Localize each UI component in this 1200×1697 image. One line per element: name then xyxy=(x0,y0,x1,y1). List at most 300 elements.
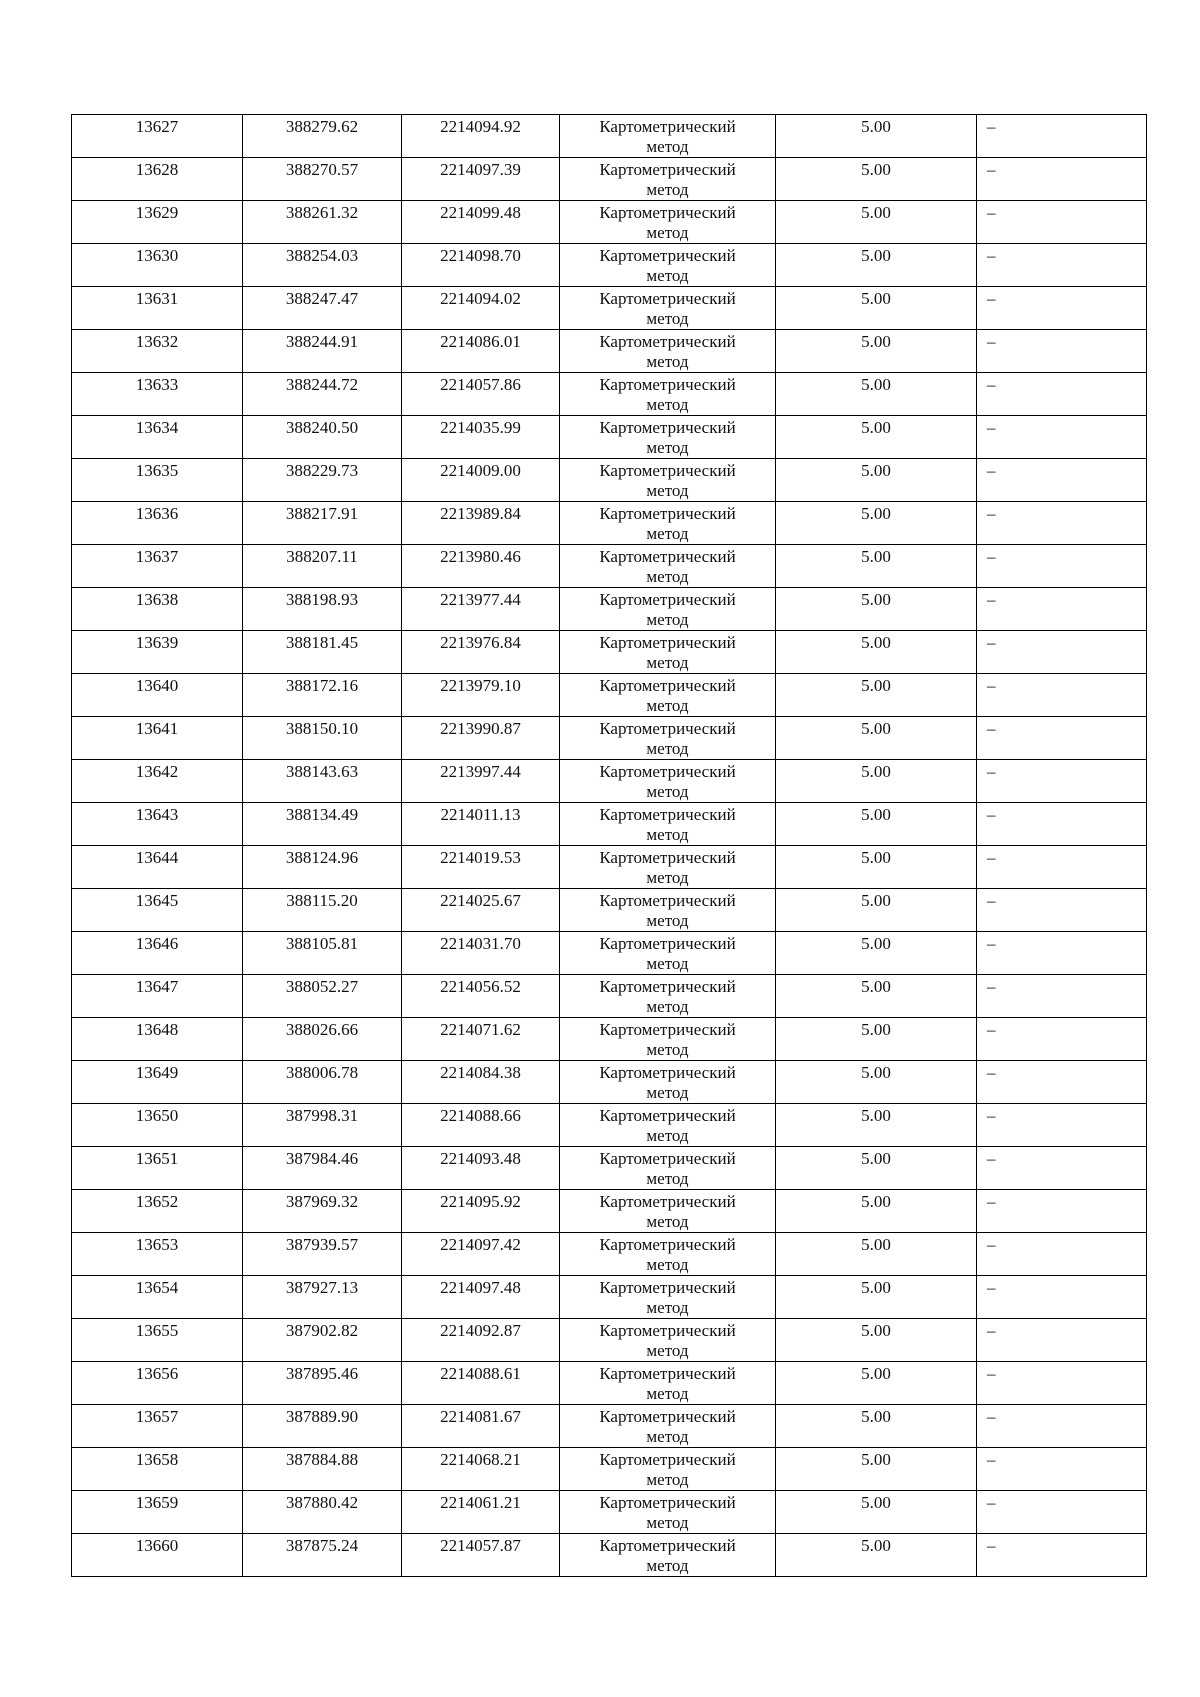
note-cell xyxy=(977,846,1147,889)
x-coordinate-cell xyxy=(243,975,402,1018)
point-number-value: 13635 xyxy=(135,461,179,480)
method-line1: Картометрический xyxy=(599,633,736,652)
note-value: – xyxy=(987,418,996,437)
table-row xyxy=(72,760,1147,803)
accuracy-value: 5.00 xyxy=(861,1364,891,1383)
note-value: – xyxy=(987,1278,996,1297)
point-number-cell xyxy=(72,717,243,760)
x-coordinate-value: 388143.63 xyxy=(285,762,359,781)
x-coordinate-cell xyxy=(243,1362,402,1405)
y-coordinate-value: 2214086.01 xyxy=(440,332,521,351)
method-line1: Картометрический xyxy=(599,719,736,738)
x-coordinate-value: 388052.27 xyxy=(285,977,359,996)
point-number-value: 13657 xyxy=(135,1407,179,1426)
point-number-cell xyxy=(72,932,243,975)
x-coordinate-value: 388150.10 xyxy=(285,719,359,738)
note-cell xyxy=(977,1276,1147,1319)
method-line1: Картометрический xyxy=(599,848,736,867)
note-value: – xyxy=(987,1407,996,1426)
method-line2: метод xyxy=(646,653,689,672)
method-line1: Картометрический xyxy=(599,160,736,179)
y-coordinate-value: 2214088.66 xyxy=(440,1106,521,1125)
method-line2: метод xyxy=(646,266,689,285)
x-coordinate-cell xyxy=(243,545,402,588)
note-cell xyxy=(977,803,1147,846)
x-coordinate-value: 387895.46 xyxy=(285,1364,359,1383)
method-cell xyxy=(560,1448,776,1491)
point-number-cell xyxy=(72,889,243,932)
y-coordinate-cell xyxy=(402,588,560,631)
method-line2: метод xyxy=(646,1513,689,1532)
note-cell xyxy=(977,1405,1147,1448)
accuracy-cell xyxy=(776,760,977,803)
accuracy-cell xyxy=(776,1233,977,1276)
accuracy-cell xyxy=(776,1061,977,1104)
note-value: – xyxy=(987,1149,996,1168)
point-number-cell xyxy=(72,1190,243,1233)
y-coordinate-value: 2214081.67 xyxy=(440,1407,521,1426)
y-coordinate-value: 2214056.52 xyxy=(440,977,521,996)
y-coordinate-cell xyxy=(402,1147,560,1190)
method-cell xyxy=(560,287,776,330)
note-cell xyxy=(977,459,1147,502)
method-line2: метод xyxy=(646,610,689,629)
note-cell xyxy=(977,717,1147,760)
note-value: – xyxy=(987,1536,996,1555)
method-line1: Картометрический xyxy=(599,1149,736,1168)
method-line2: метод xyxy=(646,180,689,199)
method-line1: Картометрический xyxy=(599,1493,736,1512)
method-line2: метод xyxy=(646,352,689,371)
note-cell xyxy=(977,932,1147,975)
point-number-cell xyxy=(72,201,243,244)
table-row xyxy=(72,545,1147,588)
accuracy-cell xyxy=(776,373,977,416)
point-number-cell xyxy=(72,760,243,803)
y-coordinate-value: 2214094.02 xyxy=(440,289,521,308)
point-number-value: 13646 xyxy=(135,934,179,953)
point-number-cell xyxy=(72,1448,243,1491)
x-coordinate-cell xyxy=(243,760,402,803)
point-number-value: 13655 xyxy=(135,1321,179,1340)
point-number-value: 13658 xyxy=(135,1450,179,1469)
method-cell xyxy=(560,330,776,373)
accuracy-value: 5.00 xyxy=(861,1450,891,1469)
point-number-value: 13632 xyxy=(135,332,179,351)
y-coordinate-value: 2214095.92 xyxy=(440,1192,521,1211)
x-coordinate-value: 387969.32 xyxy=(285,1192,359,1211)
y-coordinate-value: 2214031.70 xyxy=(440,934,521,953)
note-cell xyxy=(977,1104,1147,1147)
accuracy-value: 5.00 xyxy=(861,1407,891,1426)
table-row xyxy=(72,1190,1147,1233)
y-coordinate-value: 2214088.61 xyxy=(440,1364,521,1383)
y-coordinate-cell xyxy=(402,1319,560,1362)
method-line1: Картометрический xyxy=(599,246,736,265)
x-coordinate-cell xyxy=(243,1147,402,1190)
note-value: – xyxy=(987,762,996,781)
accuracy-value: 5.00 xyxy=(861,1278,891,1297)
accuracy-value: 5.00 xyxy=(861,1493,891,1512)
method-line1: Картометрический xyxy=(599,977,736,996)
method-line1: Картометрический xyxy=(599,1063,736,1082)
point-number-cell xyxy=(72,502,243,545)
point-number-cell xyxy=(72,1104,243,1147)
point-number-cell xyxy=(72,373,243,416)
y-coordinate-value: 2214099.48 xyxy=(440,203,521,222)
method-cell xyxy=(560,416,776,459)
accuracy-cell xyxy=(776,975,977,1018)
accuracy-value: 5.00 xyxy=(861,203,891,222)
method-line2: метод xyxy=(646,1427,689,1446)
point-number-cell xyxy=(72,459,243,502)
accuracy-cell xyxy=(776,889,977,932)
method-line2: метод xyxy=(646,739,689,758)
x-coordinate-cell xyxy=(243,1491,402,1534)
point-number-cell xyxy=(72,674,243,717)
method-line1: Картометрический xyxy=(599,1192,736,1211)
note-cell xyxy=(977,1448,1147,1491)
accuracy-cell xyxy=(776,1362,977,1405)
table-row xyxy=(72,158,1147,201)
method-cell xyxy=(560,1534,776,1577)
accuracy-value: 5.00 xyxy=(861,1106,891,1125)
accuracy-cell xyxy=(776,1018,977,1061)
y-coordinate-value: 2214057.87 xyxy=(440,1536,521,1555)
accuracy-cell xyxy=(776,1448,977,1491)
accuracy-value: 5.00 xyxy=(861,418,891,437)
method-line1: Картометрический xyxy=(599,934,736,953)
method-line2: метод xyxy=(646,1255,689,1274)
method-cell xyxy=(560,674,776,717)
y-coordinate-cell xyxy=(402,674,560,717)
x-coordinate-value: 387880.42 xyxy=(285,1493,359,1512)
note-cell xyxy=(977,373,1147,416)
accuracy-value: 5.00 xyxy=(861,504,891,523)
method-cell xyxy=(560,846,776,889)
method-line1: Картометрический xyxy=(599,1235,736,1254)
accuracy-value: 5.00 xyxy=(861,1063,891,1082)
x-coordinate-value: 388198.93 xyxy=(285,590,359,609)
point-number-cell xyxy=(72,1018,243,1061)
coordinates-table-body xyxy=(72,115,1147,1577)
point-number-cell xyxy=(72,244,243,287)
y-coordinate-cell xyxy=(402,115,560,158)
method-cell xyxy=(560,459,776,502)
point-number-value: 13639 xyxy=(135,633,179,652)
y-coordinate-cell xyxy=(402,1534,560,1577)
point-number-value: 13628 xyxy=(135,160,179,179)
y-coordinate-cell xyxy=(402,287,560,330)
point-number-value: 13656 xyxy=(135,1364,179,1383)
point-number-value: 13634 xyxy=(135,418,179,437)
point-number-value: 13649 xyxy=(135,1063,179,1082)
note-value: – xyxy=(987,1192,996,1211)
method-line2: метод xyxy=(646,1556,689,1575)
note-value: – xyxy=(987,117,996,136)
accuracy-cell xyxy=(776,1534,977,1577)
note-value: – xyxy=(987,1235,996,1254)
method-line1: Картометрический xyxy=(599,1450,736,1469)
note-cell xyxy=(977,1147,1147,1190)
x-coordinate-value: 388244.91 xyxy=(285,332,359,351)
point-number-value: 13638 xyxy=(135,590,179,609)
y-coordinate-cell xyxy=(402,1018,560,1061)
x-coordinate-cell xyxy=(243,330,402,373)
accuracy-value: 5.00 xyxy=(861,590,891,609)
x-coordinate-value: 387889.90 xyxy=(285,1407,359,1426)
point-number-value: 13633 xyxy=(135,375,179,394)
accuracy-cell xyxy=(776,502,977,545)
method-cell xyxy=(560,1491,776,1534)
table-row xyxy=(72,244,1147,287)
method-cell xyxy=(560,803,776,846)
method-cell xyxy=(560,502,776,545)
table-row xyxy=(72,803,1147,846)
x-coordinate-value: 388279.62 xyxy=(285,117,359,136)
y-coordinate-value: 2214071.62 xyxy=(440,1020,521,1039)
note-value: – xyxy=(987,719,996,738)
table-row xyxy=(72,588,1147,631)
method-cell xyxy=(560,373,776,416)
note-value: – xyxy=(987,1450,996,1469)
note-value: – xyxy=(987,977,996,996)
y-coordinate-cell xyxy=(402,1405,560,1448)
method-line1: Картометрический xyxy=(599,332,736,351)
point-number-value: 13640 xyxy=(135,676,179,695)
point-number-value: 13636 xyxy=(135,504,179,523)
note-value: – xyxy=(987,1020,996,1039)
accuracy-value: 5.00 xyxy=(861,246,891,265)
table-row xyxy=(72,1104,1147,1147)
table-row xyxy=(72,373,1147,416)
method-line2: метод xyxy=(646,997,689,1016)
y-coordinate-value: 2213997.44 xyxy=(440,762,521,781)
y-coordinate-cell xyxy=(402,1276,560,1319)
note-cell xyxy=(977,158,1147,201)
point-number-cell xyxy=(72,158,243,201)
table-row xyxy=(72,1233,1147,1276)
method-line1: Картометрический xyxy=(599,1020,736,1039)
accuracy-value: 5.00 xyxy=(861,375,891,394)
accuracy-value: 5.00 xyxy=(861,332,891,351)
y-coordinate-value: 2214094.92 xyxy=(440,117,521,136)
accuracy-cell xyxy=(776,416,977,459)
x-coordinate-cell xyxy=(243,1233,402,1276)
y-coordinate-value: 2213976.84 xyxy=(440,633,521,652)
y-coordinate-cell xyxy=(402,975,560,1018)
y-coordinate-value: 2214097.42 xyxy=(440,1235,521,1254)
note-cell xyxy=(977,1362,1147,1405)
accuracy-value: 5.00 xyxy=(861,762,891,781)
note-cell xyxy=(977,1018,1147,1061)
point-number-value: 13630 xyxy=(135,246,179,265)
point-number-value: 13653 xyxy=(135,1235,179,1254)
method-line2: метод xyxy=(646,911,689,930)
x-coordinate-cell xyxy=(243,1061,402,1104)
method-line1: Картометрический xyxy=(599,375,736,394)
method-line1: Картометрический xyxy=(599,418,736,437)
point-number-cell xyxy=(72,545,243,588)
x-coordinate-cell xyxy=(243,1534,402,1577)
method-line2: метод xyxy=(646,1169,689,1188)
x-coordinate-value: 388240.50 xyxy=(285,418,359,437)
x-coordinate-cell xyxy=(243,1319,402,1362)
x-coordinate-cell xyxy=(243,1405,402,1448)
point-number-value: 13643 xyxy=(135,805,179,824)
point-number-value: 13650 xyxy=(135,1106,179,1125)
y-coordinate-value: 2214084.38 xyxy=(440,1063,521,1082)
method-line2: метод xyxy=(646,868,689,887)
point-number-value: 13644 xyxy=(135,848,179,867)
table-row xyxy=(72,1319,1147,1362)
method-line2: метод xyxy=(646,1126,689,1145)
accuracy-cell xyxy=(776,545,977,588)
point-number-value: 13629 xyxy=(135,203,179,222)
point-number-cell xyxy=(72,631,243,674)
method-line1: Картометрический xyxy=(599,504,736,523)
y-coordinate-cell xyxy=(402,201,560,244)
x-coordinate-cell xyxy=(243,373,402,416)
x-coordinate-value: 388254.03 xyxy=(285,246,359,265)
point-number-value: 13659 xyxy=(135,1493,179,1512)
y-coordinate-cell xyxy=(402,330,560,373)
point-number-value: 13645 xyxy=(135,891,179,910)
point-number-value: 13637 xyxy=(135,547,179,566)
y-coordinate-value: 2213979.10 xyxy=(440,676,521,695)
note-cell xyxy=(977,244,1147,287)
point-number-cell xyxy=(72,1362,243,1405)
y-coordinate-cell xyxy=(402,1233,560,1276)
table-row xyxy=(72,287,1147,330)
note-value: – xyxy=(987,805,996,824)
note-value: – xyxy=(987,1321,996,1340)
x-coordinate-cell xyxy=(243,803,402,846)
method-line1: Картометрический xyxy=(599,289,736,308)
note-value: – xyxy=(987,547,996,566)
accuracy-cell xyxy=(776,932,977,975)
table-row xyxy=(72,1061,1147,1104)
method-line2: метод xyxy=(646,395,689,414)
accuracy-cell xyxy=(776,330,977,373)
table-row xyxy=(72,1276,1147,1319)
y-coordinate-cell xyxy=(402,932,560,975)
accuracy-value: 5.00 xyxy=(861,1321,891,1340)
method-cell xyxy=(560,1362,776,1405)
table-row xyxy=(72,1362,1147,1405)
point-number-cell xyxy=(72,416,243,459)
table-row xyxy=(72,631,1147,674)
point-number-cell xyxy=(72,803,243,846)
note-cell xyxy=(977,201,1147,244)
accuracy-cell xyxy=(776,459,977,502)
note-value: – xyxy=(987,891,996,910)
accuracy-cell xyxy=(776,201,977,244)
table-row xyxy=(72,115,1147,158)
y-coordinate-cell xyxy=(402,1491,560,1534)
y-coordinate-cell xyxy=(402,846,560,889)
x-coordinate-value: 388172.16 xyxy=(285,676,359,695)
method-line2: метод xyxy=(646,1212,689,1231)
accuracy-value: 5.00 xyxy=(861,848,891,867)
accuracy-value: 5.00 xyxy=(861,719,891,738)
x-coordinate-value: 387984.46 xyxy=(285,1149,359,1168)
method-line1: Картометрический xyxy=(599,1407,736,1426)
note-cell xyxy=(977,1534,1147,1577)
y-coordinate-value: 2214092.87 xyxy=(440,1321,521,1340)
x-coordinate-value: 387939.57 xyxy=(285,1235,359,1254)
note-value: – xyxy=(987,289,996,308)
table-row xyxy=(72,717,1147,760)
y-coordinate-cell xyxy=(402,1190,560,1233)
x-coordinate-value: 388134.49 xyxy=(285,805,359,824)
x-coordinate-cell xyxy=(243,717,402,760)
method-cell xyxy=(560,932,776,975)
method-line1: Картометрический xyxy=(599,1364,736,1383)
point-number-value: 13642 xyxy=(135,762,179,781)
x-coordinate-value: 387884.88 xyxy=(285,1450,359,1469)
method-line1: Картометрический xyxy=(599,762,736,781)
accuracy-cell xyxy=(776,803,977,846)
accuracy-value: 5.00 xyxy=(861,805,891,824)
y-coordinate-cell xyxy=(402,502,560,545)
method-cell xyxy=(560,588,776,631)
point-number-cell xyxy=(72,1233,243,1276)
y-coordinate-cell xyxy=(402,1061,560,1104)
note-cell xyxy=(977,502,1147,545)
note-cell xyxy=(977,588,1147,631)
note-cell xyxy=(977,1190,1147,1233)
point-number-value: 13627 xyxy=(135,117,179,136)
point-number-cell xyxy=(72,846,243,889)
method-line1: Картометрический xyxy=(599,1278,736,1297)
method-cell xyxy=(560,1104,776,1147)
method-cell xyxy=(560,631,776,674)
point-number-cell xyxy=(72,1147,243,1190)
accuracy-cell xyxy=(776,115,977,158)
x-coordinate-cell xyxy=(243,674,402,717)
method-line1: Картометрический xyxy=(599,590,736,609)
point-number-cell xyxy=(72,1491,243,1534)
x-coordinate-value: 388244.72 xyxy=(285,375,359,394)
method-line2: метод xyxy=(646,1470,689,1489)
note-cell xyxy=(977,1319,1147,1362)
point-number-value: 13631 xyxy=(135,289,179,308)
y-coordinate-value: 2214097.48 xyxy=(440,1278,521,1297)
y-coordinate-cell xyxy=(402,631,560,674)
y-coordinate-cell xyxy=(402,1362,560,1405)
note-value: – xyxy=(987,1493,996,1512)
accuracy-value: 5.00 xyxy=(861,1235,891,1254)
y-coordinate-value: 2214011.13 xyxy=(440,805,521,824)
note-cell xyxy=(977,889,1147,932)
x-coordinate-cell xyxy=(243,416,402,459)
note-value: – xyxy=(987,676,996,695)
method-line2: метод xyxy=(646,1040,689,1059)
x-coordinate-cell xyxy=(243,244,402,287)
x-coordinate-value: 387998.31 xyxy=(285,1106,359,1125)
y-coordinate-cell xyxy=(402,244,560,287)
note-value: – xyxy=(987,934,996,953)
method-line1: Картометрический xyxy=(599,676,736,695)
accuracy-value: 5.00 xyxy=(861,676,891,695)
method-line2: метод xyxy=(646,1298,689,1317)
y-coordinate-cell xyxy=(402,760,560,803)
x-coordinate-value: 387875.24 xyxy=(285,1536,359,1555)
note-cell xyxy=(977,674,1147,717)
x-coordinate-value: 388247.47 xyxy=(285,289,359,308)
note-value: – xyxy=(987,1364,996,1383)
